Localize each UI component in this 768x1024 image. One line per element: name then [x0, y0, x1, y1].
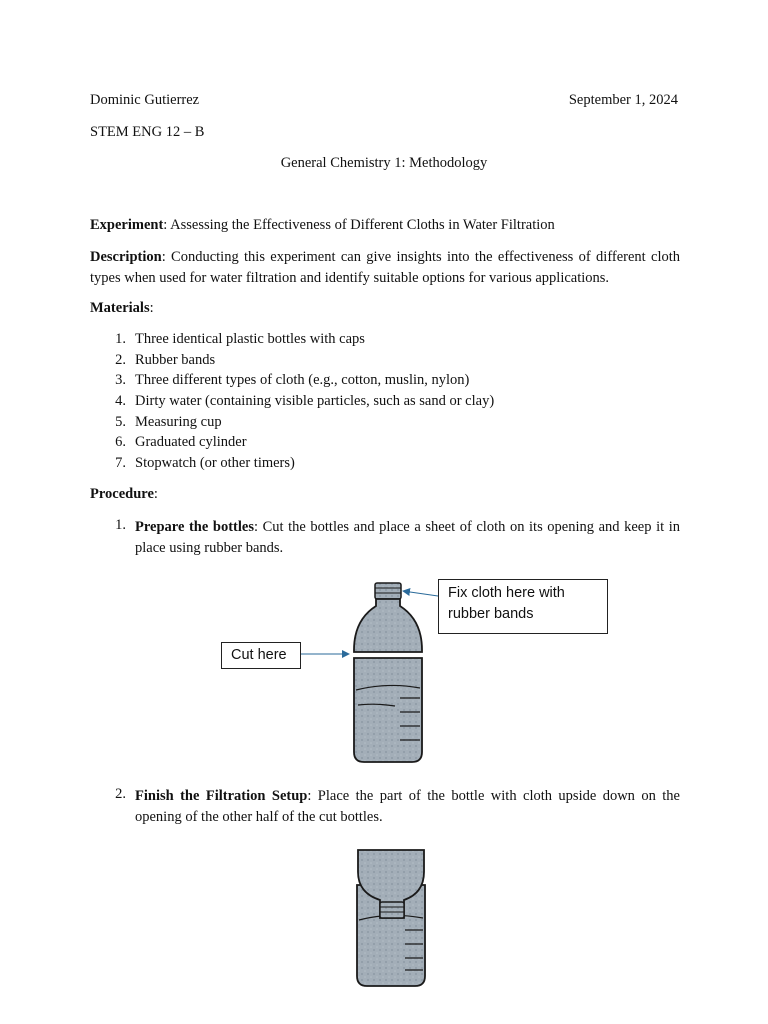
list-item-number: 4.	[115, 393, 126, 409]
step-number: 2.	[115, 786, 126, 802]
author-name: Dominic Gutierrez	[90, 92, 200, 108]
inverted-bottle-cap	[380, 902, 404, 918]
step-text: : Cut the bottles and place a sheet of cloth on its opening and keep it in place using rubber bands.	[135, 519, 680, 556]
list-item-number: 6.	[115, 434, 126, 450]
description-text: : Conducting this experiment can give insights into the effectiveness of different cloth types when used for water filtration and identify suitable options for various applications.	[90, 249, 680, 286]
step-label: Prepare the bottles	[135, 519, 254, 535]
list-item-number: 7.	[115, 455, 126, 471]
list-item-number: 5.	[115, 414, 126, 430]
document-title: General Chemistry 1: Methodology	[280, 155, 488, 171]
experiment-text: : Assessing the Effectiveness of Different Cloths in Water Filtration	[163, 217, 555, 233]
list-item-number: 3.	[115, 372, 126, 388]
class-section: STEM ENG 12 – B	[90, 124, 205, 140]
callout-fix-cloth: Fix cloth here with rubber bands	[438, 579, 608, 634]
list-item: Rubber bands	[135, 352, 216, 368]
list-item: Three identical plastic bottles with caps	[135, 331, 365, 347]
materials-label: Materials	[90, 300, 150, 316]
step-label: Finish the Filtration Setup	[135, 788, 308, 804]
list-item-number: 2.	[115, 352, 126, 368]
materials-colon: :	[149, 300, 154, 316]
experiment-label: Experiment	[90, 217, 164, 233]
list-item: Measuring cup	[135, 414, 222, 430]
document-date: September 1, 2024	[568, 92, 678, 108]
description-label: Description	[90, 249, 162, 265]
list-item: Graduated cylinder	[135, 434, 247, 450]
list-item: Three different types of cloth (e.g., cotton, muslin, nylon)	[135, 372, 470, 388]
callout-cut-here: Cut here	[221, 642, 301, 669]
step-text: : Place the part of the bottle with cloth upside down on the opening of the other half of the cut bottles.	[135, 788, 680, 825]
list-item: Dirty water (containing visible particles, such as sand or clay)	[135, 393, 495, 409]
procedure-colon: :	[153, 486, 158, 502]
list-item: Stopwatch (or other timers)	[135, 455, 295, 471]
step-number: 1.	[115, 517, 126, 533]
procedure-label: Procedure	[90, 486, 154, 502]
list-item-number: 1.	[115, 331, 126, 347]
